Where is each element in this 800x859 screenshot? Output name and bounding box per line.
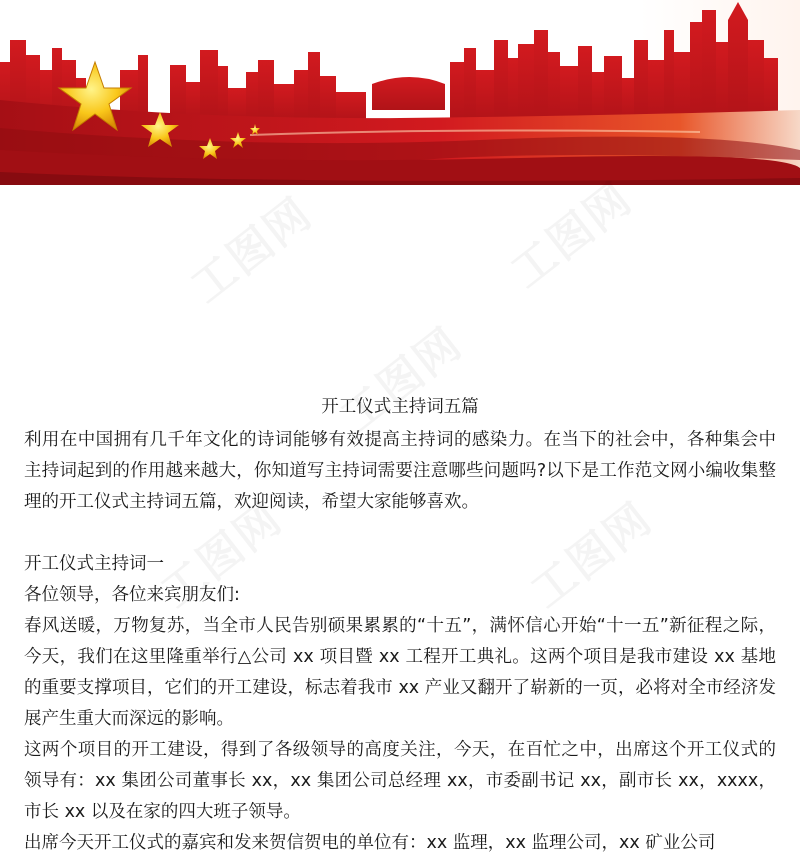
- body-paragraph: 春风送暖，万物复苏，当全市人民告别硕果累累的“十五”，满怀信心开始“十一五”新征程之际，今天，我们在这里隆重举行△公司 xx 项目暨 xx 工程开工典礼。这两个项目是我市建设 xx 基地的重要支撑项目，它们的开工建设，标志着我市 xx 产业又翻开了崭新的一页，必将对全市经济发展产生重大而深远的影响。: [24, 616, 776, 729]
- document-body: [0, 392, 800, 859]
- header-banner: [0, 0, 800, 185]
- body-paragraph: 出席今天开工仪式的嘉宾和发来贺信贺电的单位有：xx 监理，xx 监理公司，xx 矿业公司: [24, 833, 716, 853]
- greeting-line: 各位领导，各位来宾朋友们:: [24, 585, 240, 605]
- city-skyline-banner-image: [0, 0, 800, 185]
- watermark: [175, 179, 323, 314]
- body-paragraph: 这两个项目的开工建设，得到了各级领导的高度关注，今天，在百忙之中，出席这个开工仪式的领导有：xx 集团公司董事长 xx，xx 集团公司总经理 xx，市委副书记 xx，副市长 xx，xxxx，市长 xx 以及在家的四大班子领导。: [24, 740, 776, 822]
- section-heading: 开工仪式主持词一: [24, 554, 164, 574]
- document-title: 开工仪式主持词五篇: [321, 397, 479, 417]
- intro-paragraph: 利用在中国拥有几千年文化的诗词能够有效提高主持词的感染力。在当下的社会中，各种集会中主持词起到的作用越来越大，你知道写主持词需要注意哪些问题吗?以下是工作范文网小编收集整理的开工仪式主持词五篇，欢迎阅读，希望大家能够喜欢。: [24, 430, 776, 512]
- spacer: [0, 518, 800, 549]
